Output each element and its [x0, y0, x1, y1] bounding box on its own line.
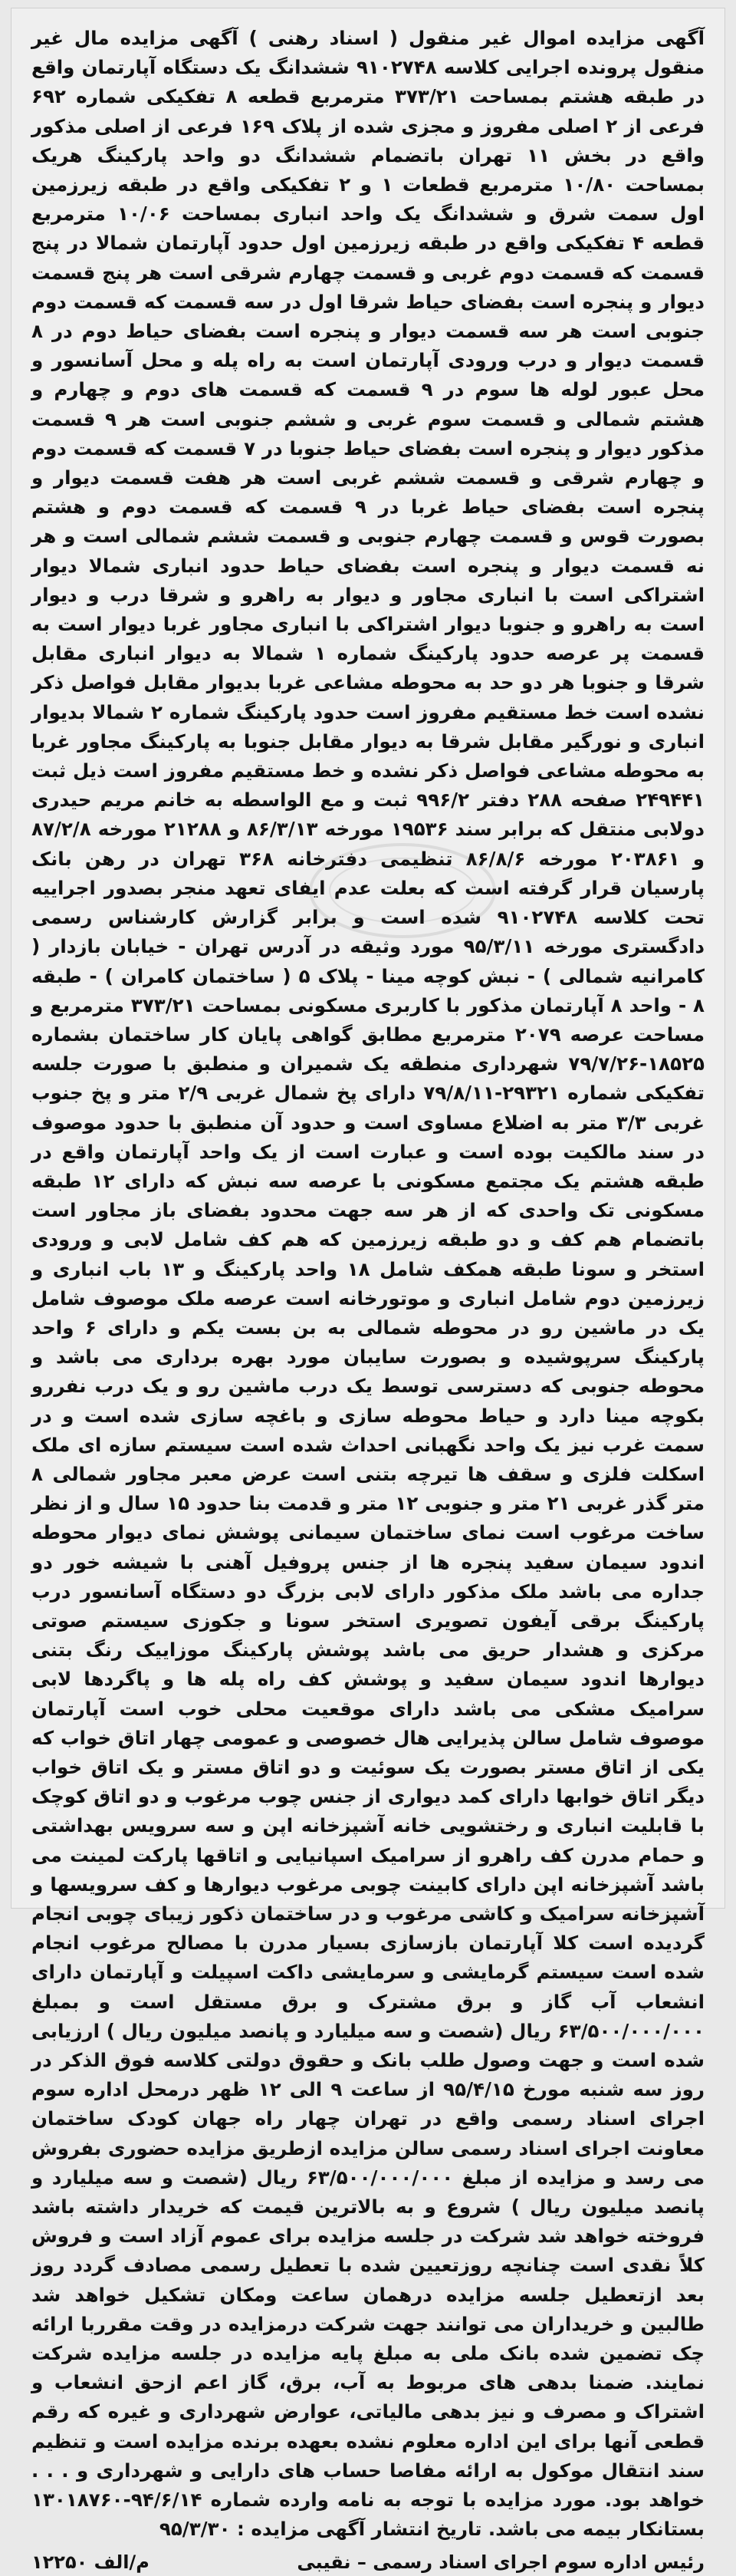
footer-signature: رئیس اداره سوم اجرای اسناد رسمی – نقیبی — [297, 2551, 705, 2574]
footer-reference: م/الف ۱۲۲۵۰ — [31, 2551, 150, 2574]
notice-footer — [31, 2548, 705, 2576]
auction-notice-sheet — [11, 8, 725, 2574]
notice-body: آگهی مزایده اموال غیر منقول ( اسناد رهنی ) آگهی مزایده مال غیر منقول پرونده اجرایی کلاسه ۹۱۰۲۷۴۸ ششدانگ یک دستگاه آپارتمان واقع در طبقه هشتم بمساحت ۳۷۳/۲۱ مترمربع قطعه ۸ تفکیکی شماره ۶۹۲ فرعی از ۲ اصلی مفروز و مجزی شده از پلاک ۱۶۹ فرعی از اصلی مذکور واقع در بخش ۱۱ تهران باتضمام ششدانگ دو واحد پارکینگ هریک بمساحت ۱۰/۸۰ مترمربع قطعات ۱ و ۲ تفکیکی واقع در طبقه زیرزمین اول سمت شرق و ششدانگ یک واحد انباری بمساحت ۱۰/۰۶ مترمربع قطعه ۴ تفکیکی واقع در طبقه زیرزمین اول حدود آپارتمان شمالا در پنج قسمت که قسمت دوم غربی و قسمت چهارم شرقی است هر پنج قسمت دیوار و پنجره است بفضای حیاط شرقا اول در سه قسمت که قسمت دوم جنوبی است هر سه قسمت دیوار و پنجره است بفضای حیاط دوم در ۸ قسمت دیوار و درب ورودی آپارتمان است به راه پله و محل آسانسور و محل عبور لوله ها سوم در ۹ قسمت که قسمت های دوم و چهارم و هشتم شمالی و قسمت سوم غربی و ششم جنوبی است هر ۹ قسمت مذکور دیوار و پنجره است بفضای حیاط جنوبا در ۷ قسمت که قسمت دوم و چهارم شرقی و قسمت ششم غربی است هر هفت قسمت دیوار و پنجره است بفضای حیاط غربا در ۹ قسمت که قسمت دوم و هشتم بصورت قوس و قسمت چهارم جنوبی و قسمت ششم شمالی است و هر نه قسمت دیوار و پنجره است بفضای حیاط حدود انباری شمالا دیوار اشتراکی است با انباری مجاور و دیوار به راهرو و شرقا درب و دیوار است به راهرو و جنوبا دیوار اشتراکی با انباری مجاور غربا دیوار است به قسمت پر عرصه حدود پارکینگ شماره ۱ شمالا به دیوار انباری مقابل شرقا و جنوبا هر دو حد به محوطه مشاعی غربا بدیوار مقابل فواصل ذکر نشده است خط مستقیم مفروز است حدود پارکینگ شماره ۲ شمالا بدیوار انباری و نورگیر مقابل شرقا به دیوار مقابل جنوبا به پارکینگ مجاور غربا به محوطه مشاعی فواصل ذکر نشده و خط مستقیم مفروز است ذیل ثبت ۲۴۹۴۴۱ صفحه ۲۸۸ دفتر ۹۹۶/۲ ثبت و مع الواسطه به خانم مریم حیدری دولابی منتقل که برابر سند ۱۹۵۳۶ مورخه ۸۶/۳/۱۳ و ۲۱۲۸۸ مورخه ۸۷/۲/۸ و ۲۰۳۸۶۱ مورخه ۸۶/۸/۶ تنظیمی دفترخانه ۳۶۸ تهران در رهن بانک پارسیان قرار گرفته است که بعلت عدم ایفای تعهد منجر بصدور اجراییه تحت کلاسه ۹۱۰۲۷۴۸ شده است و برابر گزارش کارشناس رسمی دادگستری مورخه ۹۵/۳/۱۱ مورد وثیقه در آدرس تهران - خیابان بازدار ( کامرانیه شمالی ) - نبش کوچه مینا - پلاک ۵ ( ساختمان کامران ) - طبقه ۸ - واحد ۸ آپارتمان مذکور با کاربری مسکونی بمساحت ۳۷۳/۲۱ مترمربع و مساحت عرصه ۲۰۷۹ مترمربع مطابق گواهی پایان کار ساختمان بشماره ۱۸۵۲۵-۷۹/۷/۲۶ شهرداری منطقه یک شمیران و منطبق با صورت جلسه تفکیکی شماره ۲۹۳۲۱-۷۹/۸/۱۱ دارای پخ شمال غربی ۲/۹ متر و پخ جنوب غربی ۳/۳ متر به اضلاع مساوی است و حدود آن منطبق با حدود موصوف در سند مالکیت بوده است و عبارت است از یک واحد آپارتمان واقع در طبقه هشتم یک مجتمع مسکونی با عرصه سه نبش که دارای ۱۲ طبقه مسکونی تک واحدی که از هر سه جهت محدود بفضای باز مجاور است باتضمام هم کف و دو طبقه زیرزمین که هم کف شامل لابی و ورودی استخر و سونا طبقه همکف شامل ۱۸ واحد پارکینگ و ۱۳ باب انباری و زیرزمین دوم شامل انباری و موتورخانه است عرصه ملک موصوف شامل یک در ماشین رو در محوطه شمالی به بن بست یکم و دارای ۶ واحد پارکینگ سرپوشیده و بصورت سایبان مورد بهره برداری می باشد و محوطه جنوبی که دسترسی توسط یک درب ماشین رو و یک درب نفررو بکوچه مینا دارد و حیاط محوطه سازی و باغچه سازی شده است و در سمت غرب نیز یک واحد نگهبانی احداث شده است سیستم سازه ای ملک اسکلت فلزی و سقف ها تیرچه بتنی است عرض معبر مجاور شمالی ۸ متر گذر غربی ۲۱ متر و جنوبی ۱۲ متر و قدمت بنا حدود ۱۵ سال و از نظر ساخت مرغوب است نمای ساختمان سیمانی پوشش نمای دیوار محوطه اندود سیمان سفید پنجره ها از جنس پروفیل آهنی با شیشه خور دو جداره می باشد ملک مذکور دارای لابی بزرگ دو دستگاه آسانسور درب پارکینگ برقی آیفون تصویری استخر سونا و جکوزی سیستم صوتی مرکزی و هشدار حریق می باشد پوشش پارکینگ موزاییک رنگ بتنی دیوارها اندود سیمان سفید و پوشش کف راه پله ها و پاگردها لابی سرامیک مشکی می باشد دارای موقعیت محلی خوب است آپارتمان موصوف شامل سالن پذیرایی هال خصوصی و عمومی چهار اتاق خواب که یکی از اتاق مستر بصورت یک سوئیت و دو اتاق مستر و یک اتاق خواب دیگر اتاق خوابها دارای کمد دیواری از جنس چوب مرغوب و دو اتاق کوچک با قابلیت انباری و رختشویی خانه آشپزخانه اپن و سه سرویس بهداشتی و حمام مدرن کف راهرو از سرامیک اسپانیایی و اتاقها پارکت لمینت می باشد آشپزخانه اپن دارای کابینت چوبی مرغوب دیوارها و کف سرویسها و آشپزخانه سرامیک و کاشی مرغوب و در ساختمان ذکور زیبای چوبی انجام گردیده است کلا آپارتمان بازسازی بسیار مدرن با مصالح مرغوب انجام شده است سیستم گرمایشی و سرمایشی داکت اسپیلت و آپارتمان دارای انشعاب آب گاز و برق مشترک و برق مستقل است و بمبلغ ۶۳/۵۰۰/۰۰۰/۰۰۰ ریال (شصت و سه میلیارد و پانصد میلیون ریال ) ارزیابی شده است و جهت وصول طلب بانک و حقوق دولتی کلاسه فوق الذکر در روز سه شنبه مورخ ۹۵/۴/۱۵ از ساعت ۹ الی ۱۲ ظهر درمحل اداره سوم اجرای اسناد رسمی واقع در تهران چهار راه جهان کودک ساختمان معاونت اجرای اسناد رسمی سالن مزایده ازطریق مزایده حضوری بفروش می رسد و مزایده از مبلغ ۶۳/۵۰۰/۰۰۰/۰۰۰ ریال (شصت و سه میلیارد و پانصد میلیون ریال ) شروع و به بالاترین قیمت که خریدار داشته باشد فروخته خواهد شد شرکت در جلسه مزایده برای عموم آزاد است و فروش کلاً نقدی است چنانچه روزتعیین شده با تعطیل رسمی مصادف گردد روز بعد ازتعطیل جلسه مزایده درهمان ساعت ومکان تشکیل خواهد شد طالبین و خریداران می توانند جهت شرکت درمزایده در وقت مقرربا ارائه چک تضمین شده بانک ملی به مبلغ پایه مزایده در جلسه مزایده شرکت نمایند. ضمنا بدهی های مربوط به آب، برق، گاز اعم ازحق انشعاب و اشتراک و مصرف و نیز بدهی مالیاتی، عوارض شهرداری و غیره که رقم قطعی آنها برای این اداره معلوم نشده بعهده برنده مزایده است و تنظیم سند انتقال موکول به ارائه مفاصا حساب های دارایی و شهرداری و . . . خواهد بود. مورد مزایده با توجه به نامه وارده شماره ۹۴/۶/۱۴-۱۳۰۱۸۷۶۰ بستانکار بیمه می باشد. تاریخ انتشار آگهی مزایده : ۹۵/۳/۳۰ — [31, 27, 705, 2541]
